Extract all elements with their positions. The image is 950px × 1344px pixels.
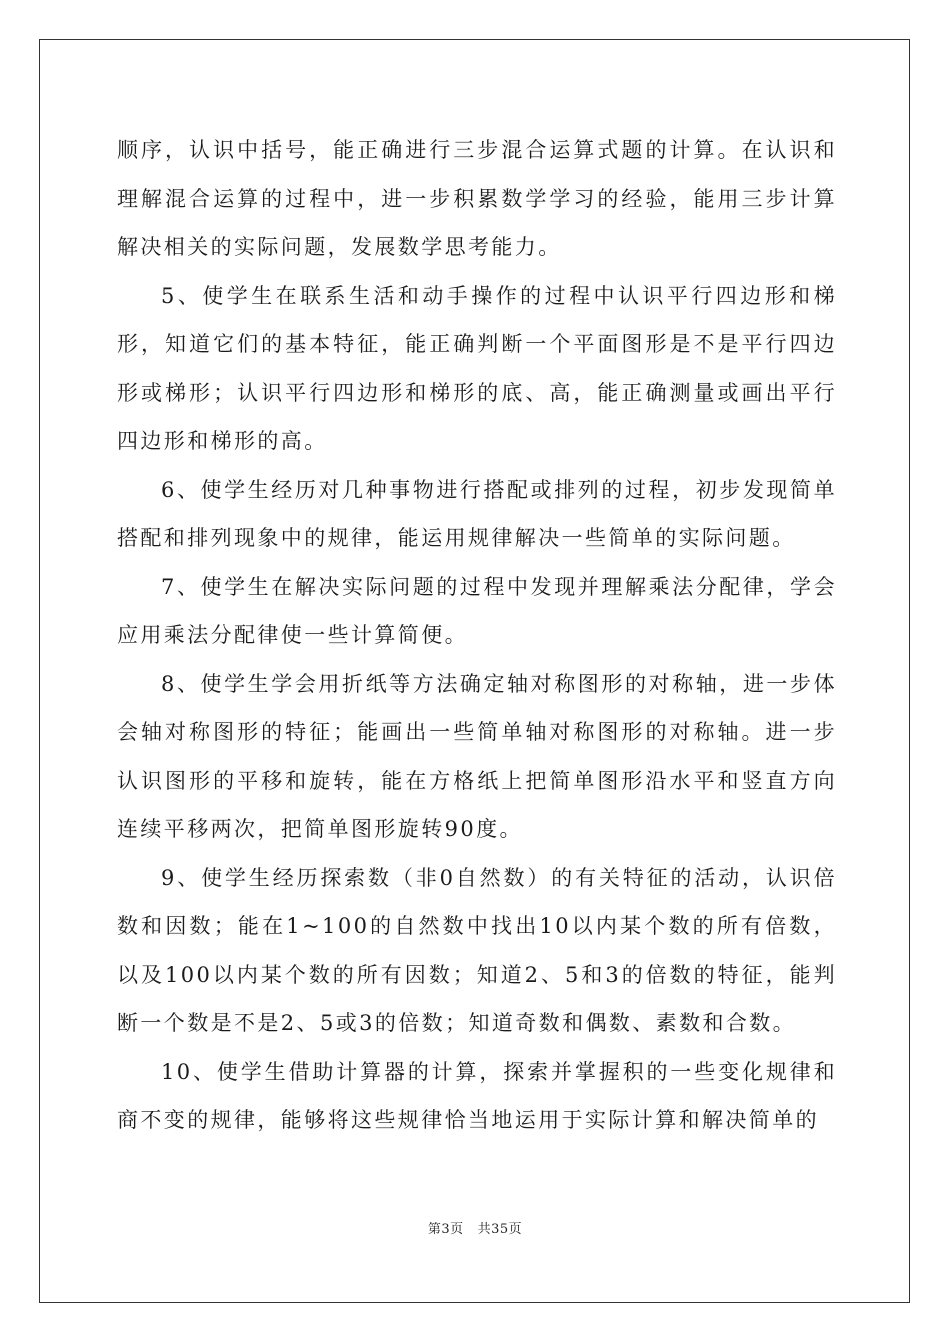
- page-number: 第3页: [427, 1222, 464, 1237]
- page-total: 共35页: [477, 1222, 523, 1237]
- paragraph-item-6: 6、使学生经历对几种事物进行搭配或排列的过程，初步发现简单搭配和排列现象中的规律，能运用规律解决一些简单的实际问题。: [117, 477, 837, 550]
- paragraph-continuation: 顺序，认识中括号，能正确进行三步混合运算式题的计算。在认识和理解混合运算的过程中，进一步积累数学学习的经验，能用三步计算解决相关的实际问题，发展数学思考能力。: [117, 138, 837, 259]
- paragraph-item-7: 7、使学生在解决实际问题的过程中发现并理解乘法分配律，学会应用乘法分配律使一些计算简便。: [117, 574, 837, 647]
- document-body: [117, 126, 837, 1145]
- paragraph-item-9: 9、使学生经历探索数（非0自然数）的有关特征的活动，认识倍数和因数；能在1~100的自然数中找出10以内某个数的所有倍数，以及100以内某个数的所有因数；知道2、5和3的倍数的特征，能判断一个数是不是2、5或3的倍数；知道奇数和偶数、素数和合数。: [117, 865, 837, 1035]
- paragraph-item-8: 8、使学生学会用折纸等方法确定轴对称图形的对称轴，进一步体会轴对称图形的特征；能画出一些简单轴对称图形的对称轴。进一步认识图形的平移和旋转，能在方格纸上把简单图形沿水平和竖直方向连续平移两次，把简单图形旋转90度。: [117, 671, 837, 841]
- page-footer: [0, 1218, 950, 1237]
- paragraph-item-5: 5、使学生在联系生活和动手操作的过程中认识平行四边形和梯形，知道它们的基本特征，能正确判断一个平面图形是不是平行四边形或梯形；认识平行四边形和梯形的底、高，能正确测量或画出平行四边形和梯形的高。: [117, 283, 837, 453]
- paragraph-item-10: 10、使学生借助计算器的计算，探索并掌握积的一些变化规律和商不变的规律，能够将这些规律恰当地运用于实际计算和解决简单的: [117, 1059, 837, 1132]
